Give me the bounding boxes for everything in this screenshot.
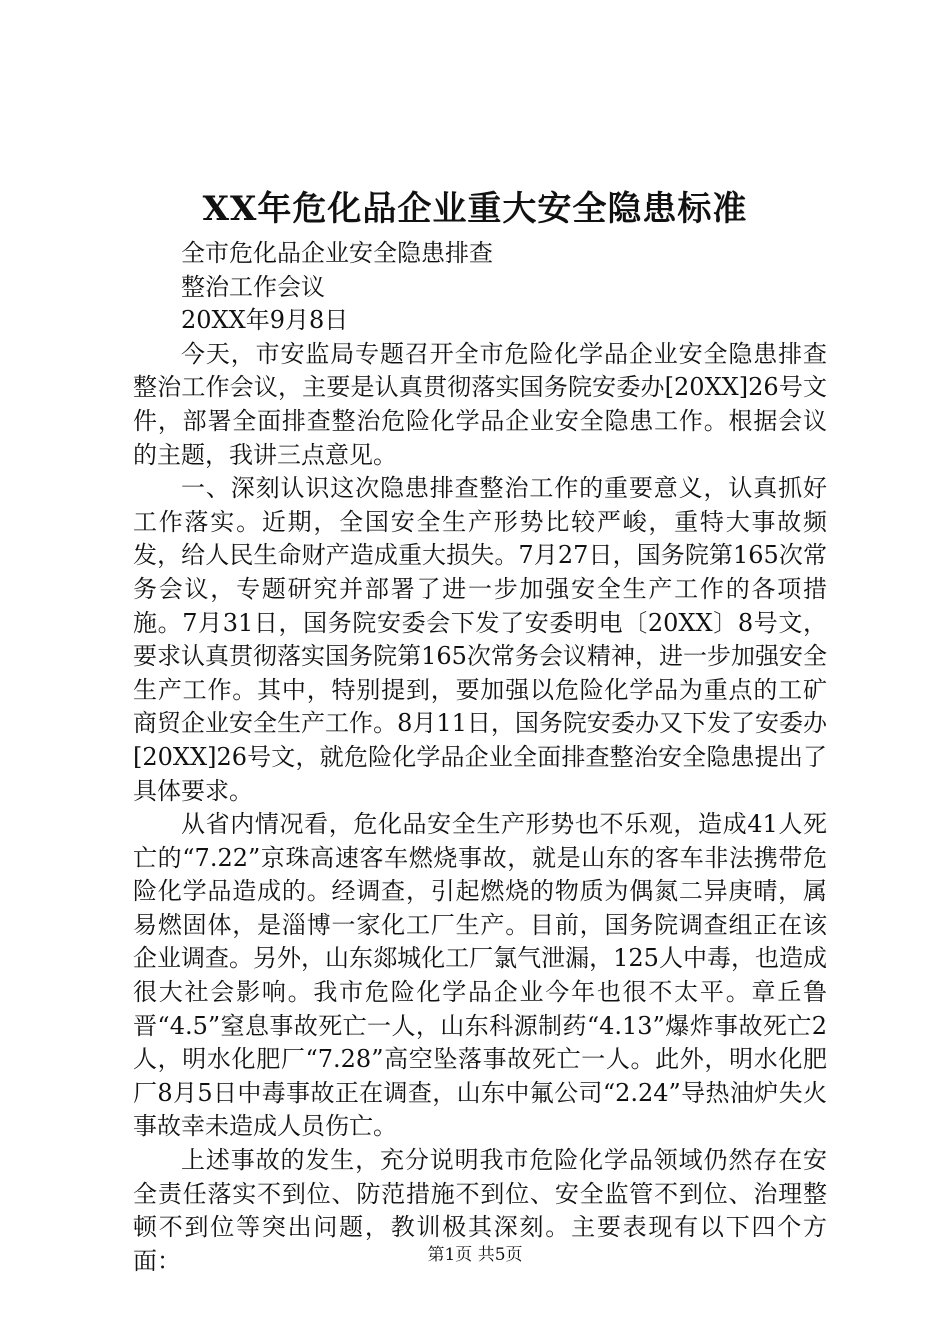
header-line: 整治工作会议 — [181, 272, 325, 301]
body-paragraph: 一、深刻认识这次隐患排查整治工作的重要意义，认真抓好工作落实。近期，全国安全生产形势比较严峻，重特大事故频发，给人民生命财产造成重大损失。7月27日，国务院第165次常务会议，专题研究并部署了进一步加强安全生产工作的各项措施。7月31日，国务院安委会下发了安委明电〔20XX〕8号文，要求认真贯彻落实国务院第165次常务会议精神，进一步加强安全生产工作。其中，特别提到，要加强以危险化学品为重点的工矿商贸企业安全生产工作。8月11日，国务院安委办又下发了安委办[20XX]26号文，就危险化学品企业全面排查整治安全隐患提出了具体要求。 — [133, 474, 827, 805]
body-paragraph: 今天，市安监局专题召开全市危险化学品企业安全隐患排查整治工作会议，主要是认真贯彻落实国务院安委办[20XX]26号文件，部署全面排查整治危险化学品企业安全隐患工作。根据会议的主题，我讲三点意见。 — [133, 339, 827, 469]
document-body — [133, 237, 827, 1278]
body-paragraph: 上述事故的发生，充分说明我市危险化学品领域仍然存在安全责任落实不到位、防范措施不到位、安全监管不到位、治理整顿不到位等突出问题，教训极其深刻。主要表现有以下四个方面： — [133, 1146, 827, 1275]
page-number-footer: 第1页 共5页 — [427, 1245, 523, 1265]
header-line: 全市危化品企业安全隐患排查 — [181, 239, 493, 267]
document-title: XX年危化品企业重大安全隐患标准 — [202, 189, 748, 229]
date-line: 20XX年9月8日 — [181, 306, 349, 335]
body-paragraph: 从省内情况看，危化品安全生产形势也不乐观，造成41人死亡的“7.22”京珠高速客车燃烧事故，就是山东的客车非法携带危险化学品造成的。经调查，引起燃烧的物质为偶氮二异庚晴，属易燃固体，是淄博一家化工厂生产。目前，国务院调查组正在该企业调查。另外，山东郯城化工厂氯气泄漏，125人中毒，也造成很大社会影响。我市危险化学品企业今年也很不太平。章丘鲁晋“4.5”窒息事故死亡一人，山东科源制药“4.13”爆炸事故死亡2人，明水化肥厂“7.28”高空坠落事故死亡一人。此外，明水化肥厂8月5日中毒事故正在调查，山东中氟公司“2.24”导热油炉失火事故幸未造成人员伤亡。 — [133, 810, 827, 1141]
